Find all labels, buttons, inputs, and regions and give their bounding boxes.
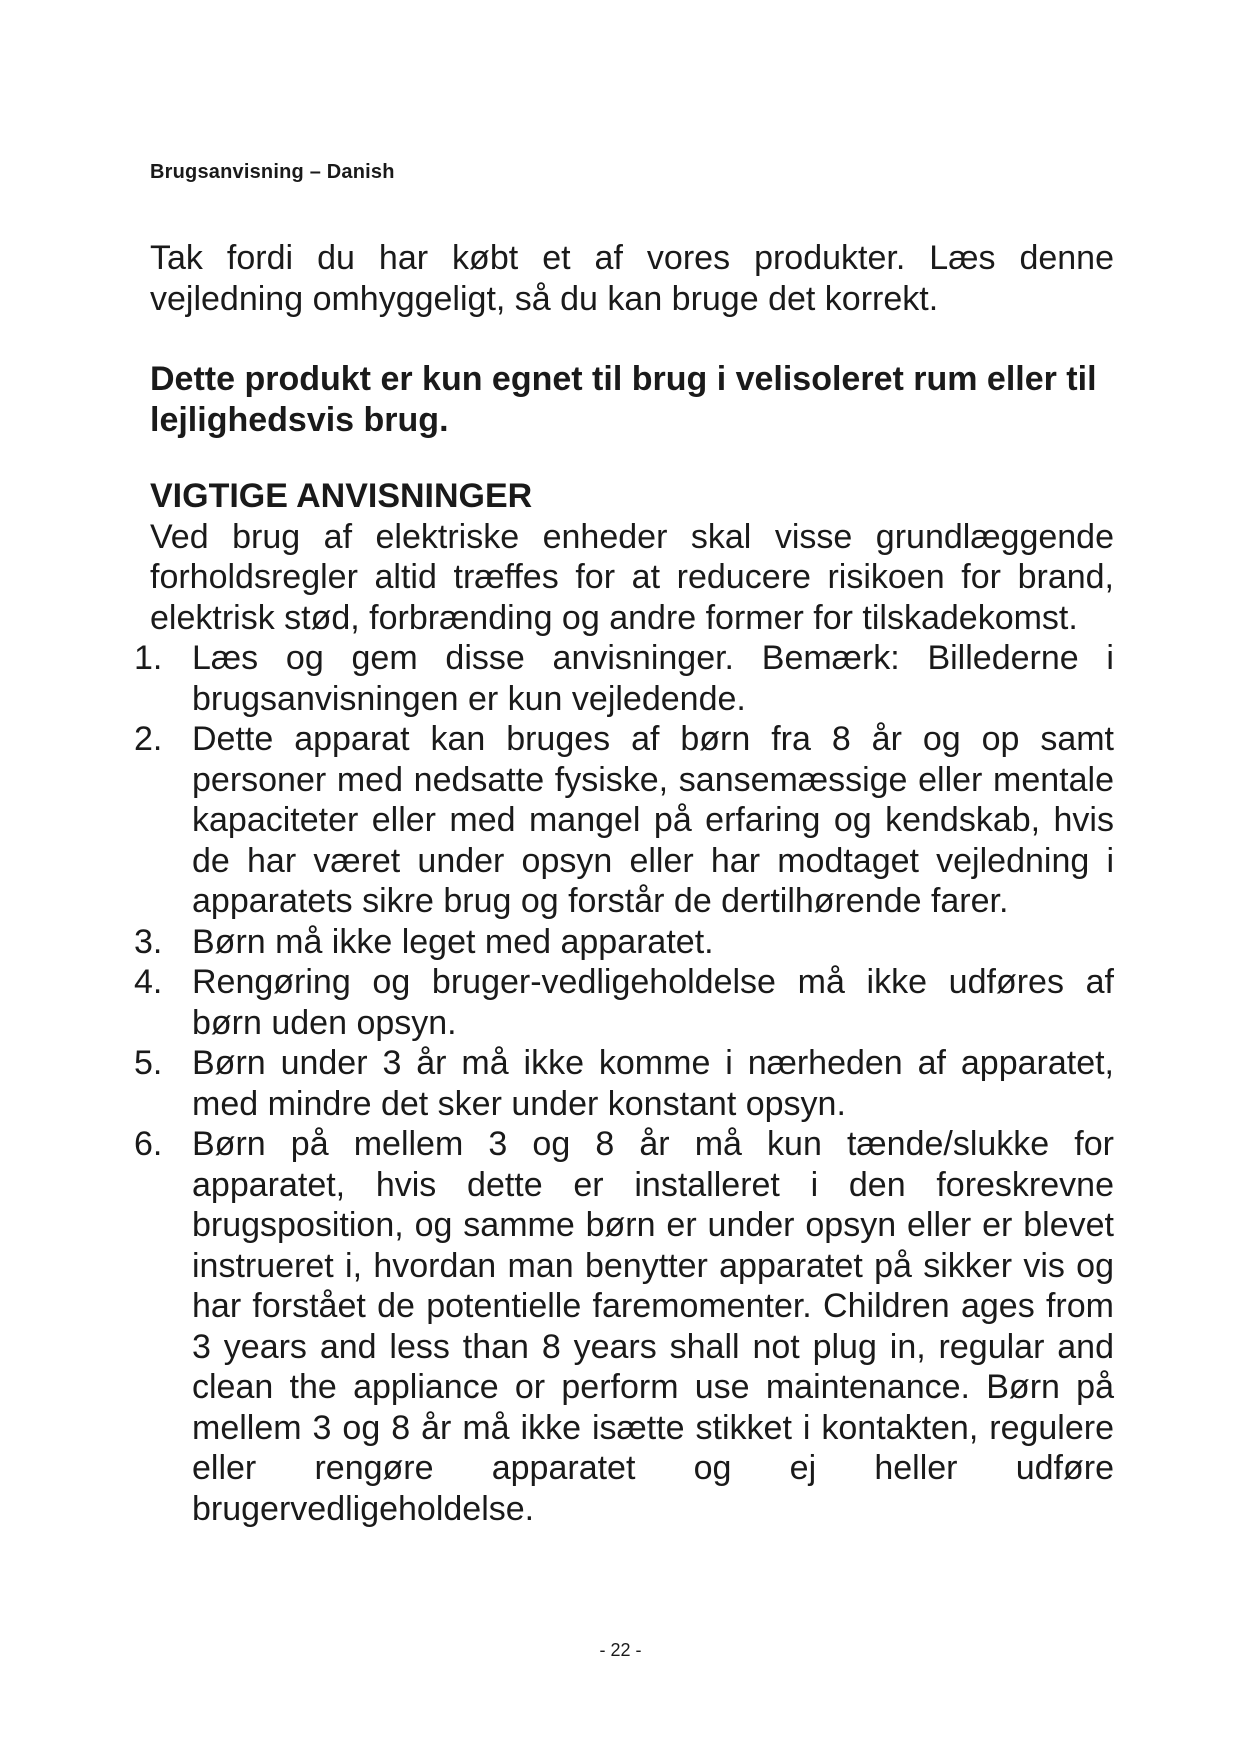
list-item <box>134 638 1114 719</box>
list-item-text: Børn under 3 år må ikke komme i nærheden af apparatet, med mindre det sker under konstant opsyn. <box>192 1044 1114 1123</box>
list-item-number: 6. <box>134 1125 163 1163</box>
list-item-text: Børn på mellem 3 og 8 år må kun tænde/slukke for apparatet, hvis dette er installeret i den foreskrevne brugsposition, og samme børn er under opsyn eller er blevet instrueret i, hvordan man benytter apparatet på sikker vis og har forstået de potentielle faremomenter. Children ages from 3 years and less than 8 years shall not plug in, regular and clean the appliance or perform use maintenance. Børn på mellem 3 og 8 år må ikke isætte stikket i kontakten, regulere eller rengøre apparatet og ej heller udføre brugervedligeholdelse. <box>192 1125 1114 1528</box>
list-item <box>134 719 1114 922</box>
list-item <box>134 922 1114 963</box>
list-item-number: 1. <box>134 639 163 677</box>
document-body <box>134 238 1114 1529</box>
page-number: - 22 - <box>599 1640 642 1660</box>
document-header: Brugsanvisning – Danish <box>150 161 395 183</box>
list-item-text: Dette apparat kan bruges af børn fra 8 år og op samt personer med nedsatte fysiske, sansemæssige eller mentale kapaciteter eller med mangel på erfaring og kendskab, hvis de har været under opsyn eller har modtaget vejledning i apparatets sikre brug og forstår de dertilhørende farer. <box>192 720 1114 920</box>
list-item-number: 3. <box>134 922 163 961</box>
list-item-number: 4. <box>134 963 163 1001</box>
section-heading: VIGTIGE ANVISNINGER <box>150 477 533 515</box>
instructions-list <box>134 638 1114 1529</box>
list-item <box>134 1043 1114 1124</box>
list-item <box>134 962 1114 1043</box>
list-item <box>134 1124 1114 1529</box>
list-item-text: Læs og gem disse anvisninger. Bemærk: Billederne i brugsanvisningen er kun vejledende. <box>192 639 1114 718</box>
warning-paragraph: Dette produkt er kun egnet til brug i velisoleret rum eller til lejlighedsvis brug. <box>150 360 1097 439</box>
list-item-text: Børn må ikke leget med apparatet. <box>192 922 714 961</box>
section-lead: Ved brug af elektriske enheder skal visse grundlæggende forholdsregler altid træffes for at reducere risikoen for brand, elektrisk stød, forbrænding og andre former for tilskadekomst. <box>150 517 1114 637</box>
list-item-number: 5. <box>134 1044 163 1082</box>
intro-paragraph: Tak fordi du har købt et af vores produkter. Læs denne vejledning omhyggeligt, så du kan bruge det korrekt. <box>150 239 1114 318</box>
list-item-text: Rengøring og bruger-vedligeholdelse må ikke udføres af børn uden opsyn. <box>192 963 1114 1042</box>
list-item-number: 2. <box>134 720 163 758</box>
